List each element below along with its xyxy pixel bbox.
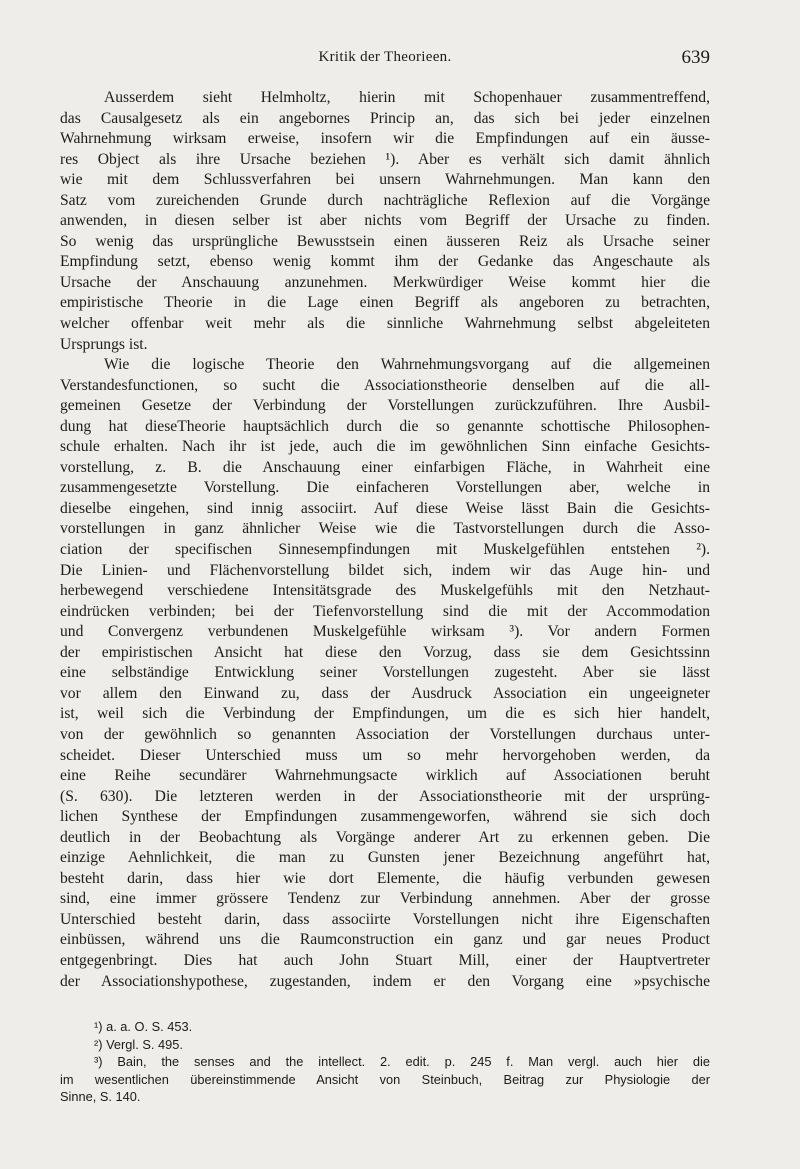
running-head: [60, 47, 710, 73]
text-line: Unterschied besteht darin, dass associirte Vorstellungen nicht ihre Eigenschaften: [60, 910, 710, 928]
text-line: eine selbständige Entwicklung seiner Vorstellungen zugesteht. Aber sie lässt: [60, 664, 710, 682]
text-line: Wahrnehmung wirksam erweise, insofern wir die Empfindungen auf ein äusse-: [60, 130, 710, 148]
text-line: eine Reihe secundärer Wahrnehmungsacte wirklich auf Associationen beruht: [60, 767, 710, 785]
text-line: eindrücken verbinden; bei der Tiefenvorstellung sind die mit der Accommodation: [60, 602, 710, 620]
text-line: besteht darin, dass hier wie dort Elemente, die häufig verbunden gewesen: [60, 869, 710, 887]
text-line: sind, eine immer grössere Tendenz zur Verbindung annehmen. Aber der grosse: [60, 890, 710, 908]
text-line: welcher offenbar weit mehr als die sinnliche Wahrnehmung selbst abgeleiteten: [60, 315, 710, 333]
text-line: dieselbe eingehen, sind innig associirt. Auf diese Weise lässt Bain die Gesichts-: [60, 499, 710, 517]
text-line: ist, weil sich die Verbindung der Empfindungen, um die es sich hier handelt,: [60, 705, 710, 723]
footnote-1: ¹) a. a. O. S. 453.: [94, 1019, 193, 1034]
text-line: zusammengesetzte Vorstellung. Die einfacheren Vorstellungen aber, welche in: [60, 479, 710, 497]
running-title: Kritik der Theorieen.: [318, 49, 452, 65]
text-line: dung hat dieseTheorie hauptsächlich durch die so genannte schottische Philosophen-: [60, 417, 710, 435]
text-line: Empfindung setzt, ebenso wenig kommt ihm der Gedanke das Angeschaute als: [60, 253, 710, 271]
page-number: 639: [681, 47, 710, 68]
text-line: gemeinen Gesetze der Verbindung der Vorstellungen zurückzuführen. Ihre Ausbil-: [60, 397, 710, 415]
text-line: wie mit dem Schlussverfahren bei unsern Wahrnehmungen. Man kann den: [60, 171, 710, 189]
footnote-3-cont: im wesentlichen übereinstimmende Ansicht von Steinbuch, Beitrag zur Physiologie der: [60, 1071, 710, 1087]
text-line: Ursprungs ist.: [60, 335, 148, 353]
text-line: herbewegend verschiedene Intensitätsgrade des Muskelgefühls mit den Netzhaut-: [60, 582, 710, 600]
text-line: das Causalgesetz als ein angebornes Princip an, das sich bei jeder einzelnen: [60, 109, 710, 127]
text-line: Die Linien- und Flächenvorstellung bildet sich, indem wir das Auge hin- und: [60, 561, 710, 579]
text-line: und Convergenz verbundenen Muskelgefühle wirksam ³). Vor andern Formen: [60, 623, 710, 641]
body-text: [60, 88, 710, 992]
text-line: Ursache der Anschauung anzunehmen. Merkwürdiger Weise kommt hier die: [60, 273, 710, 291]
text-line: Ausserdem sieht Helmholtz, hierin mit Schopenhauer zusammentreffend,: [104, 89, 710, 106]
text-line: deutlich in der Beobachtung als Vorgänge anderer Art zu erkennen geben. Die: [60, 828, 710, 846]
text-line: entgegenbringt. Dies hat auch John Stuart Mill, einer der Hauptvertreter: [60, 951, 710, 969]
text-line: der Associationshypothese, zugestanden, indem er den Vorgang eine »psychische: [60, 972, 710, 990]
text-line: So wenig das ursprüngliche Bewusstsein einen äusseren Reiz als Ursache seiner: [60, 232, 710, 250]
text-line: res Object als ihre Ursache beziehen ¹). Aber es verhält sich damit ähnlich: [60, 150, 710, 168]
text-line: einbüssen, während uns die Raumconstruction ein ganz und gar neues Product: [60, 931, 710, 949]
text-line: von der gewöhnlich so genannten Association der Vorstellungen durchaus unter-: [60, 725, 710, 743]
text-line: Satz vom zureichenden Grunde durch nachträgliche Reflexion auf die Vorgänge: [60, 191, 710, 209]
text-line: vorstellung, z. B. die Anschauung einer einfarbigen Fläche, in Wahrheit eine: [60, 458, 710, 476]
text-line: Verstandesfunctionen, so sucht die Associationstheorie denselben auf die all-: [60, 376, 710, 394]
footnote-3: ³) Bain, the senses and the intellect. 2. edit. p. 245 f. Man vergl. auch hier die: [94, 1054, 710, 1069]
text-line: vor allem den Einwand zu, dass der Ausdruck Association ein ungeeigneter: [60, 684, 710, 702]
text-line: empiristische Theorie in die Lage einen Begriff als angeboren zu betrachten,: [60, 294, 710, 312]
footnote-3-end: Sinne, S. 140.: [60, 1089, 141, 1104]
text-line: schule erhalten. Nach ihr ist jede, auch die im gewöhnlichen Sinn einfache Gesichts-: [60, 438, 710, 456]
text-line: vorstellungen in ganz ähnlicher Weise wie die Tastvorstellungen durch die Asso-: [60, 520, 710, 538]
text-line: scheidet. Dieser Unterschied muss um so mehr hervorgehoben werden, da: [60, 746, 710, 764]
text-line: lichen Synthese der Empfindungen zusammengeworfen, während sie sich doch: [60, 808, 710, 826]
text-line: (S. 630). Die letzteren werden in der Associationstheorie mit der ursprüng-: [60, 787, 710, 805]
text-line: ciation der specifischen Sinnesempfindungen mit Muskelgefühlen entstehen ²).: [60, 541, 710, 559]
text-line: einzige Aehnlichkeit, die man zu Gunsten jener Bezeichnung angeführt hat,: [60, 849, 710, 867]
text-line: der empiristischen Ansicht hat diese den Vorzug, dass sie dem Gesichtssinn: [60, 643, 710, 661]
text-line: anwenden, in diesen selber ist aber nichts vom Begriff der Ursache zu finden.: [60, 212, 710, 230]
text-line: Wie die logische Theorie den Wahrnehmungsvorgang auf die allgemeinen: [104, 356, 710, 374]
footnotes: [60, 1018, 710, 1106]
footnote-2: ²) Vergl. S. 495.: [94, 1036, 183, 1052]
